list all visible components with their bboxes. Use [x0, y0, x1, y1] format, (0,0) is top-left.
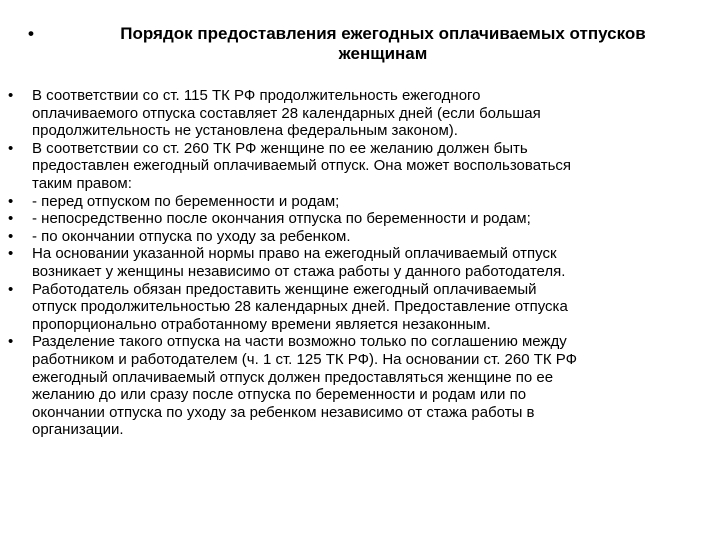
list-item: [8, 193, 708, 211]
list-item-text: - по окончании отпуска по уходу за ребенком.: [32, 227, 351, 245]
list-item: [8, 245, 708, 280]
list-item: [8, 333, 708, 439]
bullet-marker: •: [8, 210, 14, 228]
list-item: [8, 210, 708, 228]
slide-title: [28, 24, 708, 64]
list-item: [8, 281, 708, 334]
body-list: [8, 87, 708, 439]
list-item-text: В соответствии со ст. 115 ТК РФ продолжительность ежегодного оплачиваемого отпуска составляет 28 календарных дней (если большая продолжительность не установлена федеральным законом).: [32, 87, 541, 140]
bullet-marker: •: [8, 280, 14, 298]
bullet-marker: •: [8, 139, 14, 157]
bullet-marker: •: [8, 333, 14, 351]
list-item: [8, 87, 708, 140]
bullet-marker: •: [8, 87, 14, 104]
list-item-text: - непосредственно после окончания отпуска по беременности и родам;: [32, 210, 531, 228]
title-text: Порядок предоставления ежегодных оплачиваемых отпусков женщинам: [120, 24, 646, 63]
bullet-marker: •: [8, 245, 14, 263]
list-item-text: - перед отпуском по беременности и родам;: [32, 192, 340, 210]
list-item: [8, 140, 708, 193]
list-item-text: На основании указанной нормы право на ежегодный оплачиваемый отпуск возникает у женщины независимо от стажа работы у данного работодателя.: [32, 245, 566, 280]
bullet-marker: •: [8, 192, 14, 210]
list-item: [8, 228, 708, 246]
bullet-marker: •: [8, 227, 14, 245]
title-bullet: •: [28, 24, 34, 43]
list-item-text: Работодатель обязан предоставить женщине ежегодный оплачиваемый отпуск продолжительностью 28 календарных дней. Предоставление отпуска пропорционально отработанному времени является незаконным.: [32, 280, 568, 333]
list-item-text: В соответствии со ст. 260 ТК РФ женщине по ее желанию должен быть предоставлен ежегодный оплачиваемый отпуск. Она может воспользоваться таким правом:: [32, 139, 572, 192]
list-item-text: Разделение такого отпуска на части возможно только по соглашению между работником и работодателем (ч. 1 ст. 125 ТК РФ). На основании ст. 260 ТК РФ ежегодный оплачиваемый отпуск должен предоставляться женщине по ее желанию до или сразу после отпуска по беременности и родам или по окончании отпуска по уходу за ребенком независимо от стажа работы в организации.: [32, 333, 578, 439]
